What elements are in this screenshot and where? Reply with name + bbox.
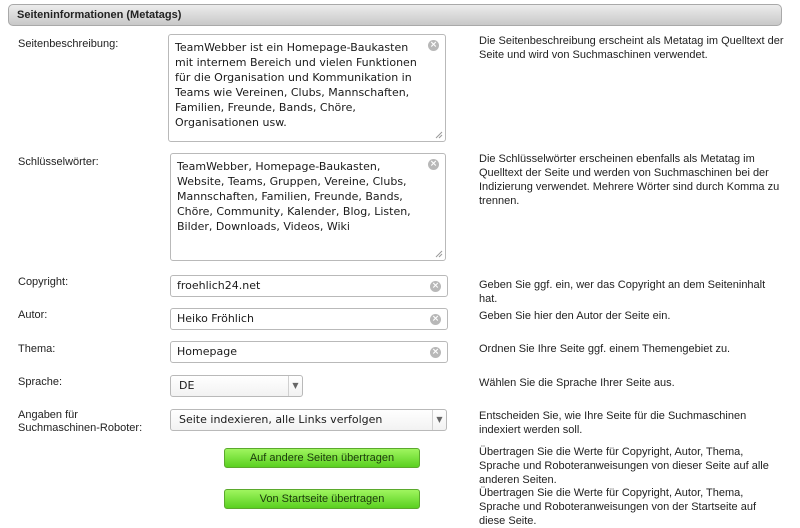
resize-grip-icon[interactable] (435, 250, 443, 258)
keywords-textarea[interactable] (170, 153, 446, 261)
keywords-text: TeamWebber, Homepage-Baukasten, Website, Teams, Gruppen, Vereine, Clubs, Mannschaften, Familien, Freunde, Bands, Chöre, Community, Kalender, Blog, Listen, Bilder, Downloads, Videos, Wiki (177, 160, 411, 233)
topic-help: Ordnen Sie Ihre Seite ggf. einem Themengebiet zu. (479, 343, 731, 355)
copyright-input[interactable] (170, 275, 448, 297)
author-value: Heiko Fröhlich (177, 312, 254, 325)
apply-from-start-page-help: Übertragen Sie die Werte für Copyright, Autor, Thema, Sprache und Roboteranweisungen von der Startseite auf diese Seite. (479, 487, 757, 527)
clear-icon[interactable]: × (429, 40, 438, 50)
author-input[interactable] (170, 308, 448, 330)
clear-icon[interactable]: × (431, 347, 440, 357)
language-selected: DE (179, 379, 195, 392)
section-title: Seiteninformationen (Metatags) (17, 9, 182, 21)
robots-selected: Seite indexieren, alle Links verfolgen (179, 413, 383, 426)
robots-help: Entscheiden Sie, wie Ihre Seite für die Suchmaschinen indexiert werden soll. (479, 410, 747, 436)
topic-input[interactable] (170, 341, 448, 363)
apply-to-other-pages-button[interactable]: Auf andere Seiten übertragen (224, 448, 420, 468)
keywords-help: Die Schlüsselwörter erscheinen ebenfalls als Metatag im Quelltext der Seite und werden von Suchmaschinen bei der Indizierung verwendet. Mehrere Wörter sind durch Komma zu trennen. (479, 153, 780, 207)
description-text: TeamWebber ist ein Homepage-Baukasten mit internem Bereich und vielen Funktionen für die Organisation und Kommunikation in Teams wie Vereinen, Clubs, Mannschaften, Familien, Freunde, Bands, Chöre, Organisationen usw. (175, 41, 417, 129)
robots-label: Angaben für Suchmaschinen-Roboter: (18, 409, 143, 434)
apply-from-start-page-button[interactable]: Von Startseite übertragen (224, 489, 420, 509)
copyright-value: froehlich24.net (177, 279, 261, 292)
clear-icon[interactable]: × (431, 314, 440, 324)
copyright-label: Copyright: (18, 276, 69, 288)
topic-label: Thema: (18, 343, 56, 355)
description-help: Die Seitenbeschreibung erscheint als Metatag im Quelltext der Seite und wird von Suchmaschinen verwendet. (479, 35, 784, 61)
author-label: Autor: (18, 309, 48, 321)
language-help: Wählen Sie die Sprache Ihrer Seite aus. (479, 377, 675, 389)
robots-select[interactable] (170, 409, 447, 431)
chevron-down-icon: ▼ (288, 376, 302, 396)
keywords-label: Schlüsselwörter: (18, 156, 99, 168)
clear-icon[interactable]: × (429, 159, 438, 169)
language-select[interactable] (170, 375, 303, 397)
section-header[interactable] (8, 4, 782, 26)
resize-grip-icon[interactable] (435, 131, 443, 139)
clear-icon[interactable]: × (431, 281, 440, 291)
description-label: Seitenbeschreibung: (18, 38, 119, 50)
description-textarea[interactable] (168, 34, 446, 142)
author-help: Geben Sie hier den Autor der Seite ein. (479, 310, 671, 322)
copyright-help: Geben Sie ggf. ein, wer das Copyright an dem Seiteninhalt hat. (479, 279, 766, 305)
topic-value: Homepage (177, 345, 237, 358)
chevron-down-icon: ▼ (432, 410, 446, 430)
language-label: Sprache: (18, 376, 63, 388)
apply-to-other-pages-help: Übertragen Sie die Werte für Copyright, Autor, Thema, Sprache und Roboteranweisungen von dieser Seite auf alle anderen Seiten. (479, 446, 769, 486)
